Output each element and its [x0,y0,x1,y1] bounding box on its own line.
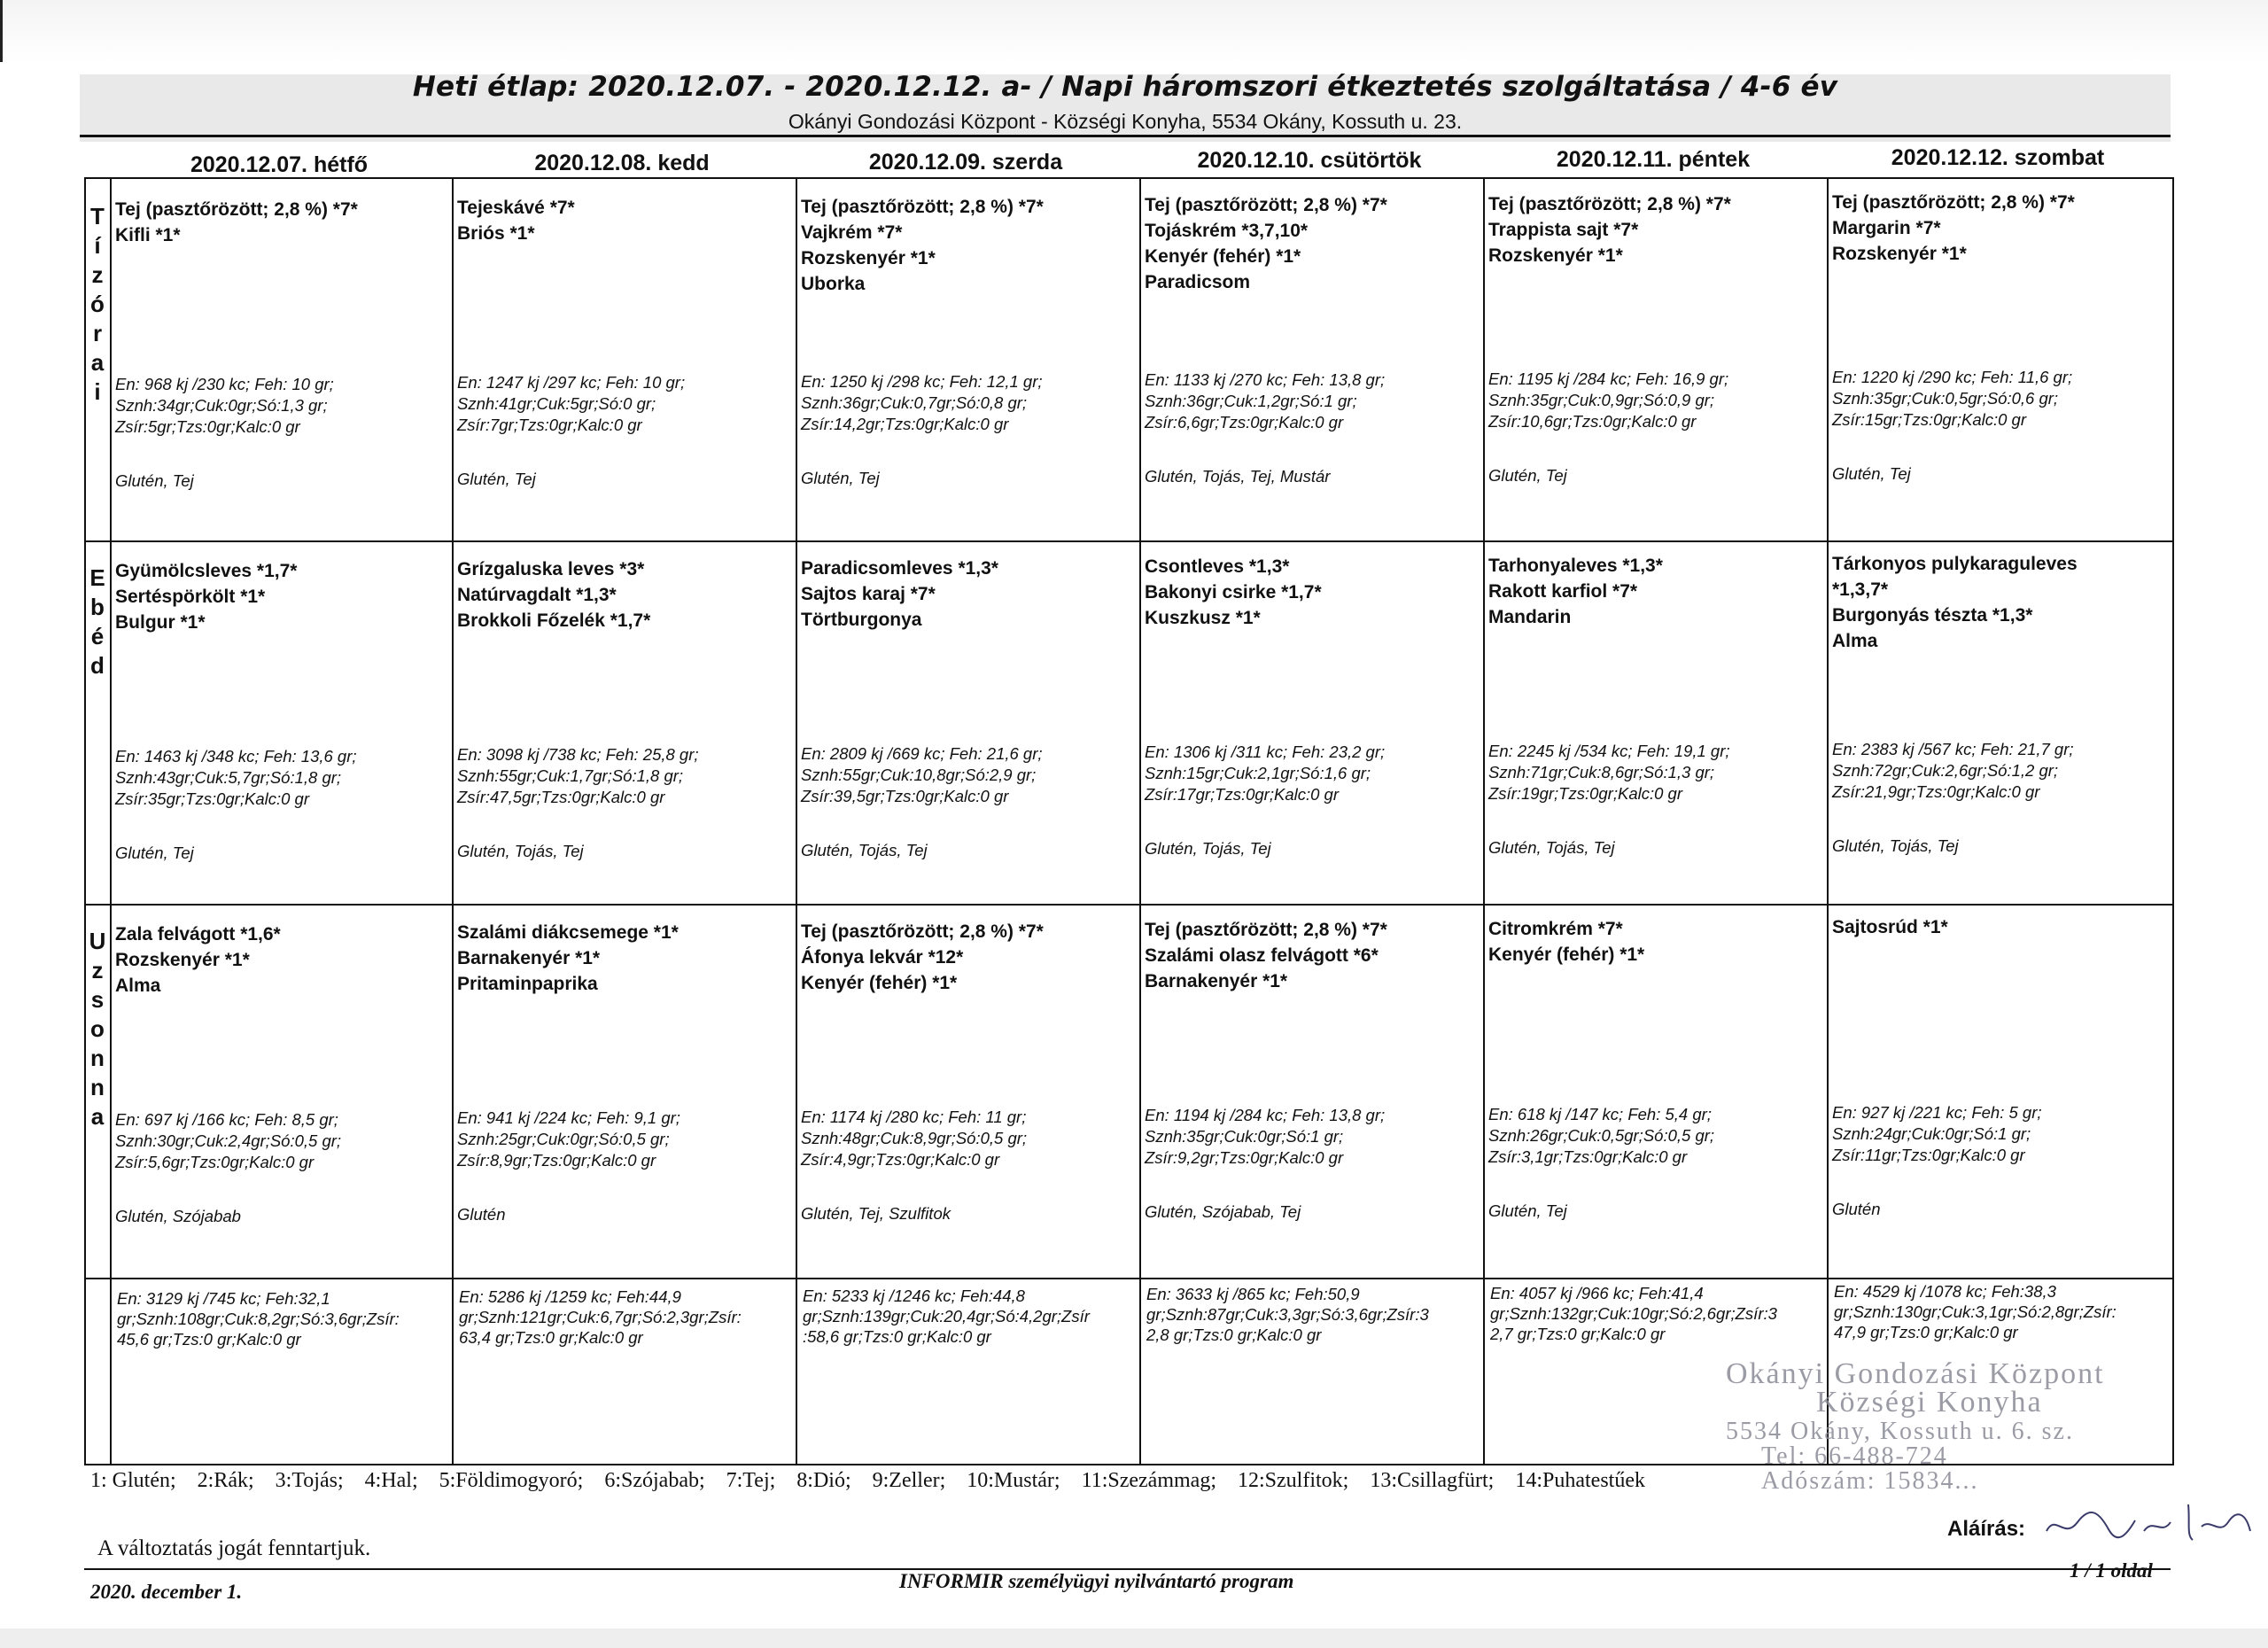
menu-cell [115,197,447,490]
legend-item: 2:Rák; [197,1469,254,1492]
meal-label-letter: d [90,652,105,679]
menu-item: Trappista sajt *7* [1488,219,1639,240]
menu-cell [1832,551,2167,855]
menu-item: Brokkoli Főzelék *1,7* [457,610,651,632]
legend-item: 1: Glutén; [90,1469,176,1492]
allergen-list: Glutén, Tej, Szulfitok [801,1203,951,1223]
legend-item: 8:Dió; [796,1469,851,1492]
meal-label-letter: o [90,1015,105,1042]
menu-item: Tejeskávé *7* [457,198,575,219]
meal-label-letter: n [90,1045,105,1071]
nutrition-line: Sznh:30gr;Cuk:2,4gr;Só:0,5 gr; [115,1131,342,1150]
meal-label-letter: b [90,594,105,620]
legend-item: 6:Szójabab; [604,1469,705,1492]
nutrition-line: En: 1133 kj /270 kc; Feh: 13,8 gr; [1145,370,1386,390]
nutrition-line: Sznh:41gr;Cuk:5gr;Só:0 gr; [457,394,656,414]
daily-total [803,1286,1134,1347]
menu-item: Rozskenyér *1* [115,950,250,970]
menu-item: Kenyér (fehér) *1* [801,972,958,993]
menu-item: Paradicsomleves *1,3* [801,557,998,579]
total-line: gr;Sznh:130gr;Cuk:3,1gr;Só:2,8gr;Zsír: [1834,1302,2117,1321]
menu-cell [1488,916,1821,1220]
row-divider [86,1278,2172,1279]
menu-items [1145,554,1478,631]
menu-item: Margarin *7* [1832,218,1941,238]
footer-program: INFORMIR személyügyi nyilvántartó program [899,1570,1294,1592]
column-divider [796,179,797,1464]
meal-label-letter: z [91,957,104,983]
menu-item: Tej (pasztőrözött; 2,8 %) *7* [1145,920,1387,941]
nutrition-info [1145,369,1385,433]
legend-item: 5:Földimogyoró; [439,1469,584,1492]
allergen-list: Glutén, Tej [801,468,880,487]
total-line: 45,6 gr;Tzs:0 gr;Kalc:0 gr [117,1330,301,1349]
handwritten-signature [2038,1496,2259,1549]
menu-item: Kifli *1* [115,225,181,245]
stamp-line: 5534 Okány, Kossuth u. 6. sz. [1726,1418,2074,1445]
meal-label-letter: U [89,928,106,954]
nutrition-line: Sznh:34gr;Cuk:0gr;Só:1,3 gr; [115,396,328,415]
reserve-note: A változtatás jogát fenntartjuk. [97,1536,371,1560]
nutrition-info [801,1107,1027,1170]
allergen-list: Glutén, Tojás, Tej [1488,837,1615,857]
column-divider [110,179,112,1464]
daily-total [117,1288,447,1349]
nutrition-line: En: 2245 kj /534 kc; Feh: 19,1 gr; [1488,741,1730,760]
menu-cell [457,556,790,861]
nutrition-line: Zsír:17gr;Tzs:0gr;Kalc:0 gr [1145,785,1339,805]
nutrition-line: Zsír:35gr;Tzs:0gr;Kalc:0 gr [115,789,309,808]
stamp-line: Községi Konyha [1816,1386,2043,1419]
scan-margin [0,0,2268,62]
allergen-list: Glutén, Tojás, Tej [457,842,584,861]
menu-items [115,921,447,999]
nutrition-info [457,1108,680,1171]
row-divider [86,904,2172,906]
nutrition-line: Zsír:14,2gr;Tzs:0gr;Kalc:0 gr [801,414,1009,433]
allergen-list: Glutén, Tojás, Tej [1145,839,1271,859]
menu-cell [1145,917,1478,1222]
nutrition-line: En: 941 kj /224 kc; Feh: 9,1 gr; [457,1108,680,1128]
legend-item: 12:Szulfitok; [1237,1469,1349,1492]
nutrition-line: Zsír:3,1gr;Tzs:0gr;Kalc:0 gr [1488,1147,1688,1166]
meal-label-letter: n [90,1074,105,1100]
nutrition-line: Sznh:35gr;Cuk:0,5gr;Só:0,6 gr; [1832,389,2059,408]
nutrition-line: Zsír:39,5gr;Tzs:0gr;Kalc:0 gr [801,786,1009,805]
allergen-list: Glutén, Tojás, Tej [801,840,928,859]
row-divider [86,540,2172,542]
signature-label: Aláírás: [1947,1517,2026,1541]
meal-label [89,564,106,680]
menu-item: Paradicsom [1145,272,1251,293]
total-line: En: 3129 kj /745 kc; Feh:32,1 [117,1289,330,1308]
stamp-line: Okányi Gondozási Központ [1726,1357,2105,1390]
menu-item: Rozskenyér *1* [1488,245,1623,266]
menu-item: Barnakenyér *1* [1145,971,1288,992]
nutrition-line: Sznh:36gr;Cuk:0,7gr;Só:0,8 gr; [801,393,1028,412]
menu-item: Alma [1832,631,1878,651]
daily-total [1834,1281,2167,1342]
menu-item: Burgonyás tészta *1,3* [1832,605,2033,626]
legend-item: 11:Szezámmag; [1081,1469,1216,1492]
meal-label-letter: T [90,203,105,229]
nutrition-line: Sznh:55gr;Cuk:10,8gr;Só:2,9 gr; [801,765,1037,784]
allergen-list: Glutén, Szójabab, Tej [1145,1202,1301,1222]
menu-items [1145,917,1478,994]
legend-item: 7:Tej; [726,1469,776,1492]
nutrition-line: Zsír:5,6gr;Tzs:0gr;Kalc:0 gr [115,1153,315,1171]
nutrition-line: En: 1463 kj /348 kc; Feh: 13,6 gr; [115,747,357,766]
menu-items [457,195,790,246]
nutrition-line: En: 1194 kj /284 kc; Feh: 13,8 gr; [1145,1106,1386,1125]
nutrition-line: En: 927 kj /221 kc; Feh: 5 gr; [1832,1103,2042,1122]
menu-item: Rozskenyér *1* [1832,244,1967,264]
column-divider [1483,179,1485,1464]
day-header: 2020.12.08. kedd [534,151,710,176]
menu-cell [1145,192,1478,486]
nutrition-info [1145,1105,1385,1169]
day-header: 2020.12.12. szombat [1891,145,2105,170]
menu-items [1488,553,1821,630]
meal-label-letter: a [90,1103,105,1130]
column-divider [1827,179,1829,1464]
nutrition-line: En: 1250 kj /298 kc; Feh: 12,1 gr; [801,371,1043,391]
stamp-line: Adószám: 15834... [1761,1467,1979,1495]
menu-items [801,194,1134,297]
total-line: En: 4529 kj /1078 kc; Feh:38,3 [1834,1282,2056,1301]
nutrition-line: Zsír:8,9gr;Tzs:0gr;Kalc:0 gr [457,1151,656,1170]
total-line: En: 5233 kj /1246 kc; Feh:44,8 [803,1286,1025,1305]
nutrition-info [801,743,1043,807]
legend-item: 3:Tojás; [275,1469,344,1492]
allergen-list: Glutén, Tej [1832,464,1911,483]
nutrition-line: Sznh:15gr;Cuk:2,1gr;Só:1,6 gr; [1145,764,1371,783]
menu-items [801,556,1134,633]
nutrition-line: Zsír:21,9gr;Tzs:0gr;Kalc:0 gr [1832,782,2040,801]
menu-cell [1832,914,2167,1218]
menu-item: Zala felvágott *1,6* [115,924,281,944]
menu-item: Bakonyi csirke *1,7* [1145,582,1322,603]
menu-item: Tarhonyaleves *1,3* [1488,555,1663,576]
menu-item: Vajkrém *7* [801,222,903,243]
total-line: gr;Sznh:139gr;Cuk:20,4gr;Só:4,2gr;Zsír [803,1306,1090,1325]
allergen-list: Glutén [1832,1200,1881,1218]
nutrition-info [1832,739,2074,803]
menu-item: Áfonya lekvár *12* [801,946,964,968]
column-divider [1139,179,1141,1464]
menu-item: Kenyér (fehér) *1* [1145,246,1301,268]
nutrition-line: Sznh:35gr;Cuk:0,9gr;Só:0,9 gr; [1488,390,1715,409]
menu-items [115,558,447,635]
footer-date: 2020. december 1. [90,1581,243,1603]
menu-items [115,197,447,248]
day-header: 2020.12.07. hétfő [190,152,369,177]
meal-label-letter: s [90,986,105,1013]
legend-item: 13:Csillagfürt; [1370,1469,1495,1492]
menu-item: Mandarin [1488,606,1572,627]
allergen-list: Glutén, Tej [457,470,536,489]
nutrition-line: En: 2383 kj /567 kc; Feh: 21,7 gr; [1832,740,2074,758]
menu-item: Törtburgonya [801,609,922,630]
menu-item: Citromkrém *7* [1488,918,1623,939]
total-line: gr;Sznh:132gr;Cuk:10gr;Só:2,6gr;Zsír:3 [1490,1303,1777,1323]
nutrition-line: Zsír:11gr;Tzs:0gr;Kalc:0 gr [1832,1146,2025,1164]
menu-item: Tej (pasztőrözött; 2,8 %) *7* [801,921,1044,942]
menu-cell [457,195,790,489]
nutrition-line: Sznh:48gr;Cuk:8,9gr;Só:0,5 gr; [801,1128,1028,1147]
meal-label [89,927,106,1131]
meal-label [89,202,106,407]
allergen-list: Glutén, Tojás, Tej, Mustár [1145,467,1331,486]
allergen-list: Glutén, Tej [1488,465,1567,485]
menu-item: Tej (pasztőrözött; 2,8 %) *7* [1832,192,2075,213]
nutrition-line: En: 697 kj /166 kc; Feh: 8,5 gr; [115,1110,338,1129]
scan-margin [0,1629,2268,1648]
nutrition-line: En: 1174 kj /280 kc; Feh: 11 gr; [801,1107,1027,1126]
total-line: gr;Sznh:108gr;Cuk:8,2gr;Só:3,6gr;Zsír: [117,1310,400,1328]
nutrition-info [457,372,685,436]
menu-item: Tej (pasztőrözött; 2,8 %) *7* [1488,193,1731,214]
menu-table [84,177,2174,1465]
nutrition-line: Zsír:9,2gr;Tzs:0gr;Kalc:0 gr [1145,1148,1344,1168]
menu-cell [115,921,447,1225]
nutrition-info [801,371,1043,435]
nutrition-line: Zsír:10,6gr;Tzs:0gr;Kalc:0 gr [1488,411,1697,431]
menu-cell [115,558,447,862]
nutrition-info [115,374,334,438]
nutrition-line: Zsír:19gr;Tzs:0gr;Kalc:0 gr [1488,783,1682,803]
nutrition-line: Sznh:24gr;Cuk:0gr;Só:1 gr; [1832,1124,2031,1143]
nutrition-line: Sznh:26gr;Cuk:0,5gr;Só:0,5 gr; [1488,1125,1715,1145]
nutrition-line: En: 618 kj /147 kc; Feh: 5,4 gr; [1488,1104,1712,1123]
nutrition-line: Sznh:25gr;Cuk:0gr;Só:0,5 gr; [457,1130,670,1149]
menu-items [1832,551,2167,654]
nutrition-line: Zsír:15gr;Tzs:0gr;Kalc:0 gr [1832,410,2026,429]
menu-item: Kenyér (fehér) *1* [1488,944,1645,965]
day-header: 2020.12.09. szerda [868,149,1063,175]
menu-item: Rakott karfiol *7* [1488,580,1638,602]
nutrition-info [1145,742,1385,805]
menu-item: Barnakenyér *1* [457,948,601,969]
day-header: 2020.12.10. csütörtök [1197,148,1422,174]
menu-items [1488,916,1821,968]
menu-cell [801,919,1134,1223]
menu-item: Kuszkusz *1* [1145,608,1261,629]
nutrition-line: Sznh:35gr;Cuk:0gr;Só:1 gr; [1145,1127,1344,1147]
page-title: Heti étlap: 2020.12.07. - 2020.12.12. a- / Napi háromszori étkeztetés szolgáltatása / 4-6 év [412,71,1838,103]
nutrition-info [115,746,357,810]
nutrition-info [1488,741,1730,805]
allergen-list: Glutén, Szójabab [115,1207,241,1225]
menu-items [1145,192,1478,295]
total-line: gr;Sznh:87gr;Cuk:3,3gr;Só:3,6gr;Zsír:3 [1146,1305,1429,1325]
daily-total [459,1287,790,1348]
menu-item: Sajtosrúd *1* [1832,917,1948,937]
total-line: En: 5286 kj /1259 kc; Feh:44,9 [459,1287,681,1307]
menu-item: Pritaminpaprika [457,974,598,995]
menu-items [1488,191,1821,268]
menu-items [1832,914,2167,940]
menu-item: Szalámi olasz felvágott *6* [1145,945,1379,967]
nutrition-line: En: 1247 kj /297 kc; Feh: 10 gr; [457,373,686,393]
allergen-list: Glutén, Tej [115,843,194,862]
menu-cell [801,194,1134,487]
nutrition-info [1832,367,2072,431]
total-line: 63,4 gr;Tzs:0 gr;Kalc:0 gr [459,1328,643,1348]
menu-item: Szalámi diákcsemege *1* [457,922,679,944]
meal-label-letter: r [92,320,103,346]
header-rule [80,135,2171,137]
nutrition-line: Sznh:71gr;Cuk:8,6gr;Só:1,3 gr; [1488,762,1715,781]
menu-cell [801,556,1134,859]
allergen-legend [90,1469,1666,1493]
legend-item: 9:Zeller; [872,1469,946,1492]
nutrition-line: Zsír:5gr;Tzs:0gr;Kalc:0 gr [115,417,300,436]
menu-item: Tej (pasztőrözött; 2,8 %) *7* [115,199,358,220]
column-divider [452,179,454,1464]
nutrition-info [1832,1102,2042,1166]
scan-edge [0,0,3,62]
nutrition-line: En: 1306 kj /311 kc; Feh: 23,2 gr; [1145,742,1386,762]
nutrition-line: Zsír:4,9gr;Tzs:0gr;Kalc:0 gr [801,1149,1000,1169]
nutrition-line: Zsír:47,5gr;Tzs:0gr;Kalc:0 gr [457,788,665,807]
allergen-list: Glutén [457,1205,506,1224]
page-subtitle: Okányi Gondozási Központ - Községi Konyha, 5534 Okány, Kossuth u. 23. [788,110,1463,133]
nutrition-line: Zsír:6,6gr;Tzs:0gr;Kalc:0 gr [1145,413,1344,432]
total-line: En: 4057 kj /966 kc; Feh:41,4 [1490,1283,1704,1302]
menu-item: Csontleves *1,3* [1145,556,1290,578]
total-line: gr;Sznh:121gr;Cuk:6,7gr;Só:2,3gr;Zsír: [459,1308,742,1327]
nutrition-info [115,1109,341,1173]
total-line: 47,9 gr;Tzs:0 gr;Kalc:0 gr [1834,1323,2018,1341]
total-line: 2,8 gr;Tzs:0 gr;Kalc:0 gr [1146,1325,1322,1345]
total-line: :58,6 gr;Tzs:0 gr;Kalc:0 gr [803,1326,991,1346]
nutrition-line: En: 1195 kj /284 kc; Feh: 16,9 gr; [1488,369,1729,388]
daily-total [1490,1283,1821,1344]
menu-cell [457,920,790,1224]
menu-item: Tej (pasztőrözött; 2,8 %) *7* [1145,195,1387,216]
nutrition-line: Sznh:55gr;Cuk:1,7gr;Só:1,8 gr; [457,766,684,786]
nutrition-line: Sznh:72gr;Cuk:2,6gr;Só:1,2 gr; [1832,761,2059,780]
office-stamp [1726,1357,2169,1496]
allergen-list: Glutén, Tojás, Tej [1832,836,1959,855]
meal-label-letter: a [90,349,105,376]
stamp-line: Tel: 66-488-724 [1761,1442,1948,1470]
menu-item: Grízgaluska leves *3* [457,559,645,580]
menu-item: *1,3,7* [1832,579,1889,600]
menu-item: Tárkonyos pulykaraguleves [1832,554,2078,574]
menu-item: Sertéspörkölt *1* [115,587,266,607]
menu-item: Briós *1* [457,223,535,245]
nutrition-line: En: 1220 kj /290 kc; Feh: 11,6 gr; [1832,368,2073,386]
menu-items [457,556,790,634]
menu-item: Rozskenyér *1* [801,247,936,268]
menu-item: Tej (pasztőrözött; 2,8 %) *7* [801,196,1044,217]
footer-page: 1 / 1 oldal [2070,1559,2153,1582]
legend-item: 4:Hal; [364,1469,418,1492]
nutrition-line: Zsír:7gr;Tzs:0gr;Kalc:0 gr [457,416,642,435]
legend-item: 14:Puhatestűek [1515,1469,1645,1492]
menu-item: Tojáskrém *3,7,10* [1145,221,1309,242]
meal-label-letter: í [94,232,101,259]
menu-items [801,919,1134,996]
meal-label-letter: z [91,261,104,288]
menu-cell [1832,190,2167,483]
nutrition-line: En: 968 kj /230 kc; Feh: 10 gr; [115,375,334,393]
allergen-list: Glutén, Tej [115,471,194,490]
menu-item: Uborka [801,273,866,294]
menu-cell [1145,554,1478,859]
meal-label-letter: é [90,623,105,649]
legend-item: 10:Mustár; [967,1469,1060,1492]
allergen-list: Glutén, Tej [1488,1201,1567,1220]
total-line: 2,7 gr;Tzs:0 gr;Kalc:0 gr [1490,1324,1666,1343]
nutrition-info [1488,369,1728,432]
total-line: En: 3633 kj /865 kc; Feh:50,9 [1146,1285,1360,1304]
meal-label-letter: E [89,564,105,591]
menu-items [457,920,790,997]
menu-cell [1488,191,1821,485]
menu-items [1832,190,2167,267]
menu-item: Sajtos karaj *7* [801,583,936,604]
nutrition-line: Sznh:43gr;Cuk:5,7gr;Só:1,8 gr; [115,768,342,787]
nutrition-line: En: 3098 kj /738 kc; Feh: 25,8 gr; [457,745,699,765]
menu-item: Alma [115,976,161,996]
nutrition-info [1488,1104,1714,1168]
meal-label-letter: i [94,378,101,405]
menu-cell [1488,553,1821,857]
nutrition-line: En: 2809 kj /669 kc; Feh: 21,6 gr; [801,743,1043,763]
meal-label-letter: ó [90,291,105,317]
menu-item: Gyümölcsleves *1,7* [115,561,298,581]
nutrition-line: Sznh:36gr;Cuk:1,2gr;Só:1 gr; [1145,392,1357,411]
menu-item: Natúrvagdalt *1,3* [457,585,617,606]
nutrition-info [457,744,699,808]
daily-total [1146,1284,1478,1345]
day-header: 2020.12.11. péntek [1556,146,1751,172]
menu-item: Bulgur *1* [115,612,206,633]
